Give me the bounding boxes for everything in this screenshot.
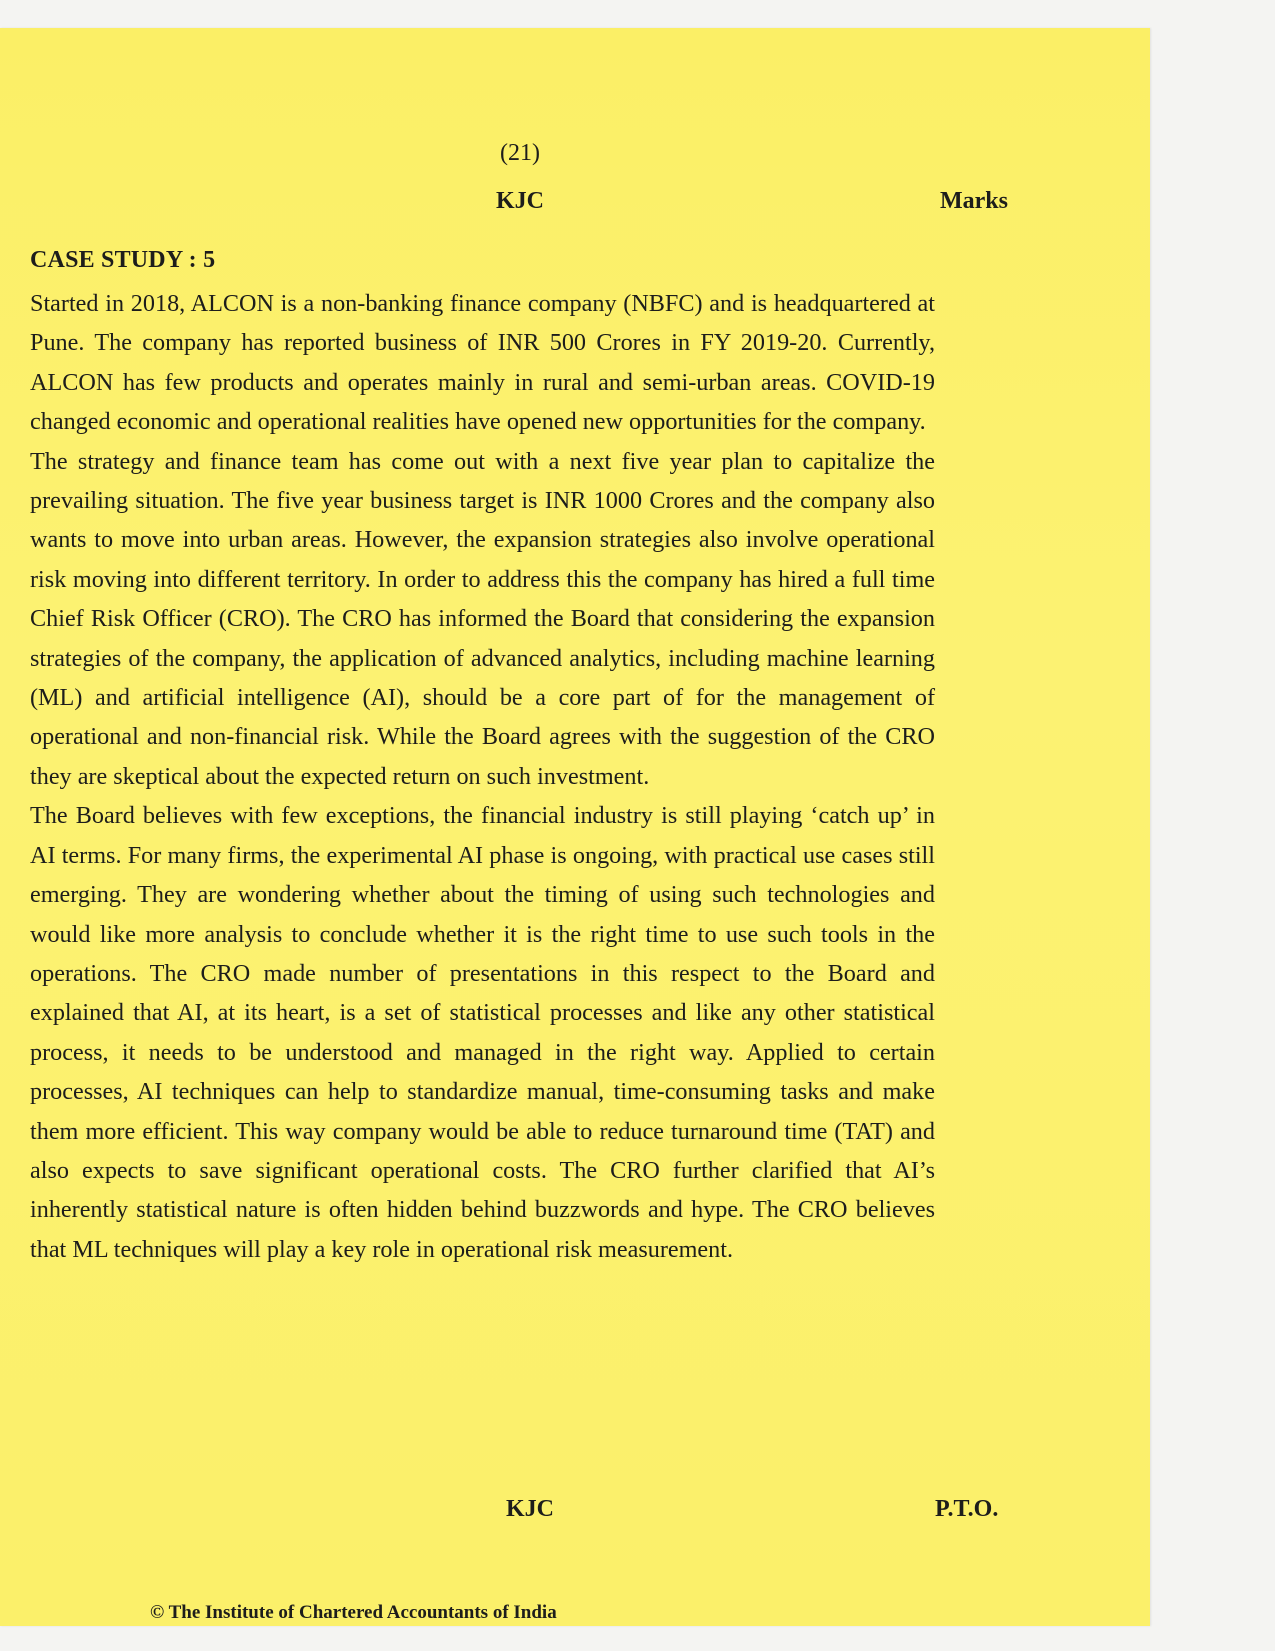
case-study-body bbox=[30, 284, 935, 1269]
exam-page bbox=[0, 28, 1150, 1626]
marks-column-label: Marks bbox=[940, 188, 1008, 214]
header-paper-code: KJC bbox=[496, 188, 544, 214]
copyright-notice: © The Institute of Chartered Accountants of India bbox=[150, 1602, 557, 1623]
page-number: (21) bbox=[500, 140, 540, 166]
case-study-paragraph-2: The strategy and finance team has come out with a next five year plan to capitalize the prevailing situation. The five year business target is INR 1000 Crores and the company also wants to move into urban areas. However, the expansion strategies also involve operational risk moving into different territory. In order to address this the company has hired a full time Chief Risk Officer (CRO). The CRO has informed the Board that considering the expansion strategies of the company, the application of advanced analytics, including machine learning (ML) and artificial intelligence (AI), should be a core part of for the management of operational and non-financial risk. While the Board agrees with the suggestion of the CRO they are skeptical about the expected return on such investment. bbox=[30, 447, 935, 790]
footer-paper-code: KJC bbox=[506, 1496, 554, 1522]
case-study-paragraph-3: The Board believes with few exceptions, the financial industry is still playing ‘catch up’ in AI terms. For many firms, the experimental AI phase is ongoing, with practical use cases still emerging. They are wondering whether about the timing of using such technologies and would like more analysis to conclude whether it is the right time to use such tools in the operations. The CRO made number of presentations in this respect to the Board and explained that AI, at its heart, is a set of statistical processes and like any other statistical process, it needs to be understood and managed in the right way. Applied to certain processes, AI techniques can help to standardize manual, time-consuming tasks and make them more efficient. This way company would be able to reduce turnaround time (TAT) and also expects to save significant operational costs. The CRO further clarified that AI’s inherently statistical nature is often hidden behind buzzwords and hype. The CRO believes that ML techniques will play a key role in operational risk measurement. bbox=[30, 802, 935, 1263]
case-study-paragraph-1: Started in 2018, ALCON is a non-banking finance company (NBFC) and is headquartered at Pune. The company has reported business of INR 500 Crores in FY 2019-20. Currently, ALCON has few products and operates mainly in rural and semi-urban areas. COVID-19 changed economic and operational realities have opened new opportunities for the company. bbox=[30, 290, 935, 436]
case-study-title: CASE STUDY : 5 bbox=[30, 247, 216, 273]
please-turn-over-label: P.T.O. bbox=[935, 1496, 999, 1522]
